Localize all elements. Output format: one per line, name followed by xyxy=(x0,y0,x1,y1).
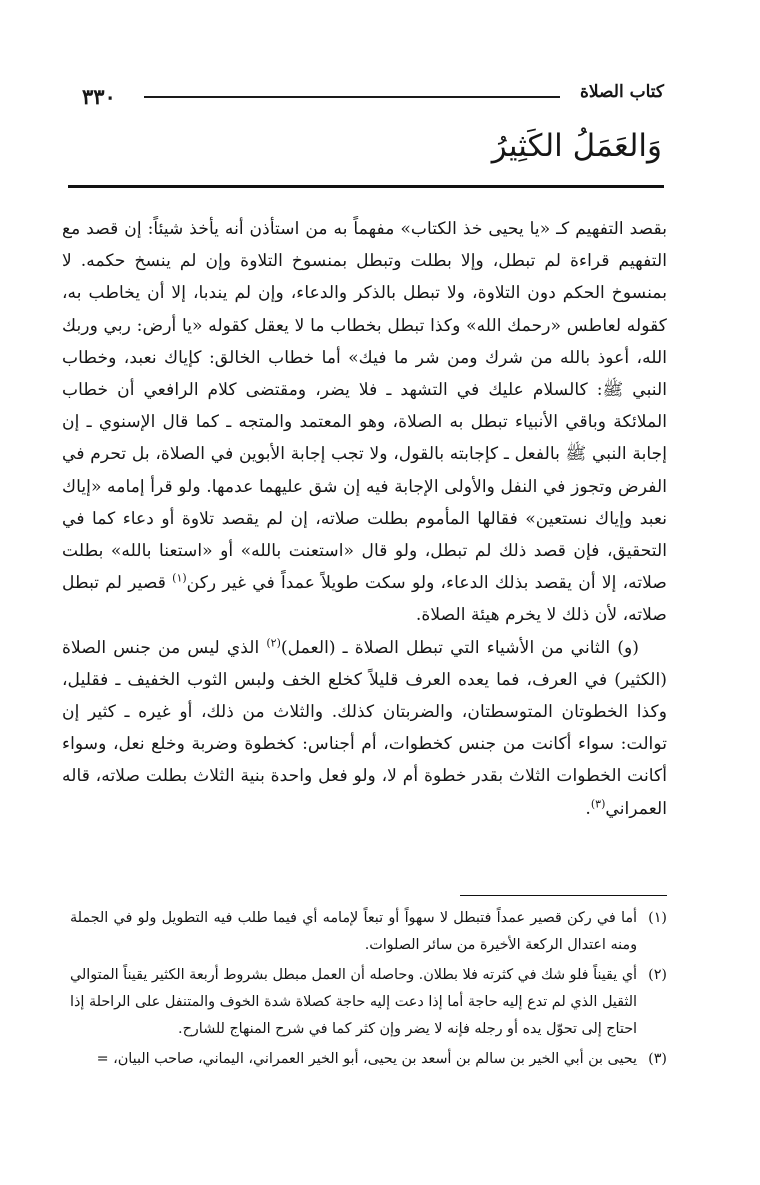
footnote-reference: (١) xyxy=(172,571,187,585)
paragraph-text: (و) الثاني من الأشياء التي تبطل الصلاة ـ (العمل) xyxy=(280,637,639,658)
paragraph xyxy=(62,213,667,632)
body-text xyxy=(62,213,667,825)
paragraph-text: الذي ليس من جنس الصلاة (الكثير) في العرف، فما يعده العرف قليلاً كخلع الخف ولبس الثوب الخفيف ـ فقليل، وكذا الخطوتان المتوسطتان، والضربتان كذلك. والثلاث من ذلك، أو غيره ـ كثير إن توالت: سواء أكانت من جنس كخطوات، أم أجناس: كخطوة وضربة وخلع نعل، وسواء أكانت الخطوات الثلاث بقدر خطوة أم لا، ولو فعل واحدة بنية الثلاث بطلت صلاته، قاله العمراني xyxy=(62,637,667,819)
paragraph-text: بقصد التفهيم كـ «يا يحيى خذ الكتاب» مفهماً به من استأذن أنه يأخذ شيئاً: إن قصد مع التفهيم قراءة لم تبطل، وإلا بطلت وتبطل بمنسوخ التلاوة وإن لم ينسخ حكمه. لا بمنسوخ الحكم دون التلاوة، ولا تبطل بالذكر والدعاء، وإن لم يندبا، إلا أن يخاطب به، كقوله لعاطس «رحمك الله» وكذا تبطل بخطاب ما لا يعقل كقوله «يا أرض: ربي وربك الله، أعوذ بالله من شرك ومن شر ما فيك» أما خطاب الخالق: كإياك نعبد، وخطاب النبي ﷺ: كالسلام عليك في التشهد ـ فلا يضر، ومقتضى كلام الرافعي أن خطاب الملائكة وباقي الأنبياء تبطل به الصلاة، وهو المعتمد والمتجه ـ كما قال الإسنوي ـ إن إجابة النبي ﷺ بالفعل ـ كإجابته بالقول، ولا تجب إجابة الأبوين في الصلاة، بل تحرم في الفرض وتجوز في النفل والأولى الإجابة فيه إن شق عليهما عدمها. ولو قرأ إمامه «إياك نعبد وإياك نستعين» فقالها المأموم بطلت صلاته، إن لم يقصد تلاوة أو دعاء كما في التحقيق، فإن قصد ذلك لم تبطل، ولو قال «استعنت بالله» أو «استعنا بالله» بطلت صلاته، إلا أن يقصد بذلك الدعاء، ولو سكت طويلاً عمداً في غير ركن xyxy=(62,219,667,594)
footnote xyxy=(70,1046,667,1073)
footnote-reference: (٢) xyxy=(266,635,281,649)
paragraph-text: . xyxy=(585,798,591,819)
section-rule xyxy=(68,185,664,188)
footnotes xyxy=(70,905,667,1076)
footnote xyxy=(70,962,667,1043)
footnote xyxy=(70,905,667,959)
header-rule xyxy=(144,96,560,98)
footnote-text: يحيى بن أبي الخير بن سالم بن أسعد بن يحيى، أبو الخير العمراني، اليماني، صاحب البيان، = xyxy=(96,1051,637,1067)
footnote-number: (٢) xyxy=(648,967,667,983)
paragraph-text: قصير لم تبطل صلاته، لأن ذلك لا يخرم هيئة الصلاة. xyxy=(62,573,667,626)
footnote-reference: (٣) xyxy=(590,796,606,810)
section-title: وَالعَمَلُ الكَثِيرُ xyxy=(491,128,662,164)
running-header xyxy=(82,82,664,108)
footnote-text: أما في ركن قصير عمداً فتبطل لا سهواً أو تبعاً لإمامه أي فيما طلب فيه التطويل ولو في الجملة ومنه اعتدال الركعة الأخيرة من سائر الصلوات. xyxy=(70,910,637,953)
page-number: ٣٣٠ xyxy=(82,84,116,109)
footnote-number: (١) xyxy=(648,910,667,926)
footnote-number: (٣) xyxy=(648,1051,667,1067)
book-title: كتاب الصلاة xyxy=(579,82,664,102)
paragraph xyxy=(62,632,667,825)
footnote-rule xyxy=(460,895,667,896)
footnote-text: أي يقيناً فلو شك في كثرته فلا بطلان. وحاصله أن العمل مبطل بشروط أربعة الكثير يقيناً المتوالي الثقيل الذي لم تدع إليه حاجة أما إذا دعت إليه حاجة كصلاة شدة الخوف والمتنفل على الراحلة إذا احتاج إلى تحوّل يده أو رجله فإنه لا يضر وإن كثر كما في شرح المنهاج للشارح. xyxy=(70,967,637,1037)
